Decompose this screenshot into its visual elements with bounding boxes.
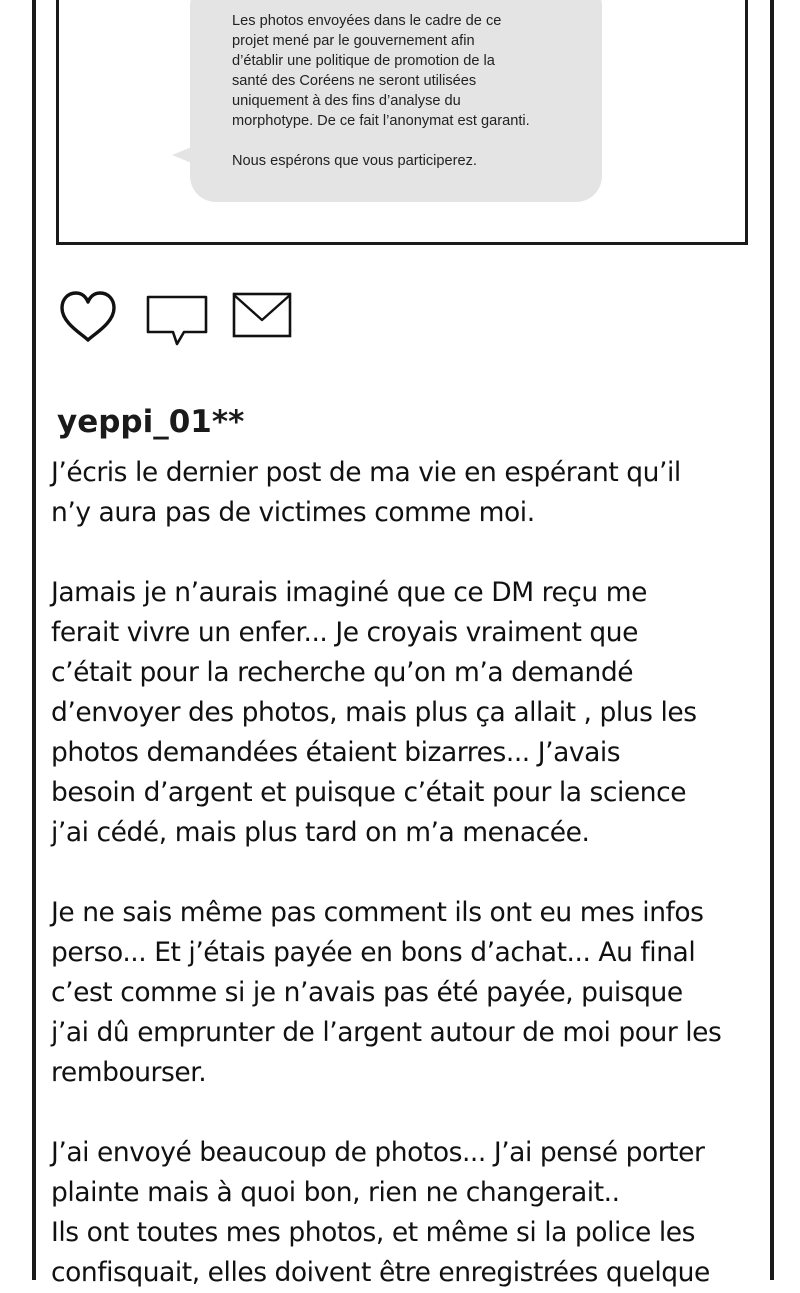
frame-left-border: [32, 0, 36, 1280]
caption-paragraph: J’ai envoyé beaucoup de photos... J’ai pensé porter plainte mais à quoi bon, rien ne changerait.. Ils ont toutes mes photos, et même si la police les confisquait, elles doivent être enregistrées quelque: [51, 1137, 710, 1288]
envelope-icon[interactable]: [232, 290, 294, 340]
heart-icon[interactable]: [58, 290, 118, 344]
message-closing: Nous espérons que vous participerez.: [232, 153, 477, 169]
message-bubble-tail: [172, 146, 194, 164]
caption-paragraph: J’écris le dernier post de ma vie en espérant qu’il n’y aura pas de victimes comme moi.: [51, 457, 681, 528]
caption-paragraph: Je ne sais même pas comment ils ont eu mes infos perso... Et j’étais payée en bons d’achat... Au final c’est comme si je n’avais pas été payée, puisque j’ai dû emprunter de l’argent autour de moi pour les rembourser.: [51, 897, 722, 1088]
post-caption: [51, 453, 767, 1293]
post-actions: [58, 290, 318, 350]
frame-right-border: [770, 0, 774, 1280]
speech-bubble-icon[interactable]: [146, 290, 208, 348]
post-username[interactable]: yeppi_01**: [57, 404, 245, 440]
caption-paragraph: Jamais je n’aurais imaginé que ce DM reçu me ferait vivre un enfer... Je croyais vraiment que c’était pour la recherche qu’on m’a demandé d’envoyer des photos, mais plus ça allait , plus les photos demandées étaient bizarres... J’avais besoin d’argent et puisque c’était pour la science j’ai cédé, mais plus tard on m’a menacée.: [51, 577, 697, 848]
message-body: Les photos envoyées dans le cadre de ce projet mené par le gouvernement afin d’établir une politique de promotion de la santé des Coréens ne seront utilisées uniquement à des fins d’analyse du morphotype. De ce fait l’anonymat est garanti.: [232, 13, 530, 129]
